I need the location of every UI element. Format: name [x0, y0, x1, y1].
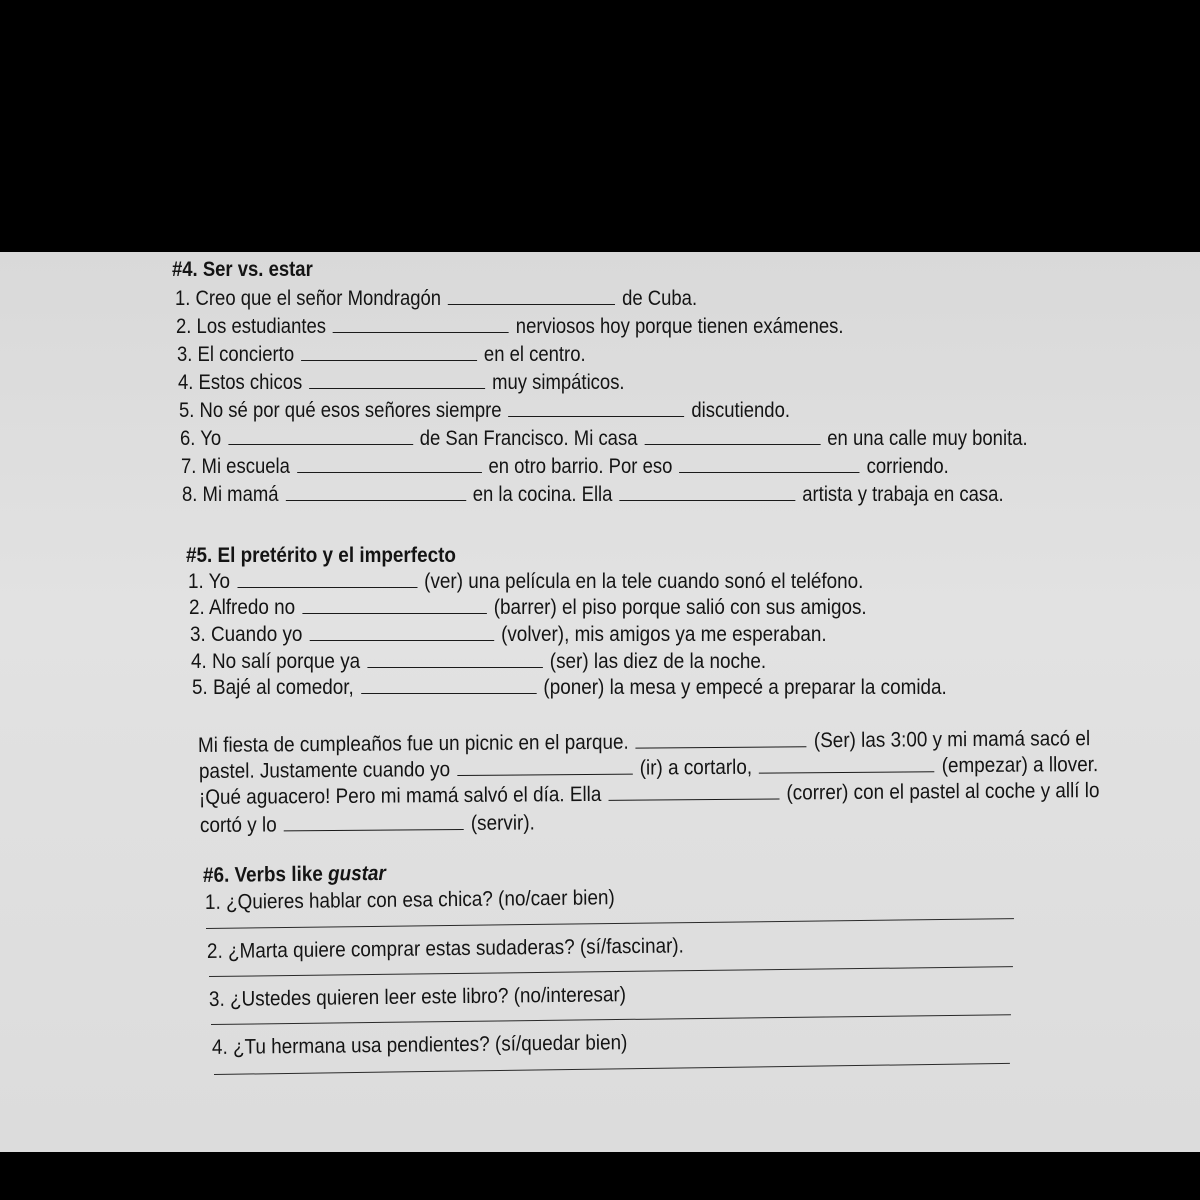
s4-item-7: 7. Mi escuela en otro barrio. Por eso corriendo. — [181, 455, 949, 478]
answer-line[interactable] — [211, 1014, 1011, 1025]
answer-blank[interactable] — [309, 370, 485, 389]
answer-line[interactable] — [214, 1063, 1010, 1075]
answer-line[interactable] — [209, 966, 1013, 977]
answer-blank[interactable] — [448, 286, 615, 305]
answer-blank[interactable] — [302, 595, 487, 614]
paragraph-line-4: cortó y lo (servir). — [199, 811, 535, 837]
s5-item-5: 5. Bajé al comedor, (poner) la mesa y empecé a preparar la comida. — [192, 676, 947, 699]
answer-line[interactable] — [206, 918, 1014, 929]
answer-blank[interactable] — [619, 482, 795, 501]
answer-blank[interactable] — [636, 728, 807, 748]
answer-blank[interactable] — [284, 811, 464, 831]
answer-blank[interactable] — [608, 780, 779, 800]
s6-item-2: 2. ¿Marta quiere comprar estas sudaderas? (sí/fascinar). — [206, 934, 684, 963]
answer-blank[interactable] — [297, 454, 482, 473]
s6-item-1: 1. ¿Quieres hablar con esa chica? (no/caer bien) — [204, 886, 615, 914]
answer-blank[interactable] — [759, 753, 935, 773]
s5-item-3: 3. Cuando yo (volver), mis amigos ya me esperaban. — [190, 623, 827, 646]
answer-blank[interactable] — [310, 622, 495, 641]
answer-blank[interactable] — [333, 314, 509, 333]
answer-blank[interactable] — [457, 756, 633, 776]
paragraph-line-1: Mi fiesta de cumpleaños fue un picnic en el parque. (Ser) las 3:00 y mi mamá sacó el — [197, 727, 1091, 757]
answer-blank[interactable] — [228, 426, 413, 445]
paragraph-line-2: pastel. Justamente cuando yo (ir) a cortarlo, (empezar) a llover. — [198, 753, 1099, 783]
answer-blank[interactable] — [301, 342, 477, 361]
answer-blank[interactable] — [644, 426, 820, 445]
s6-item-3: 3. ¿Ustedes quieren leer este libro? (no/interesar) — [208, 983, 627, 1011]
s6-item-4: 4. ¿Tu hermana usa pendientes? (sí/quedar bien) — [211, 1031, 628, 1059]
s4-item-6: 6. Yo de San Francisco. Mi casa en una calle muy bonita. — [180, 427, 1028, 450]
answer-blank[interactable] — [508, 398, 684, 417]
section-6-title: #6. Verbs like gustar — [202, 861, 386, 887]
paragraph-line-3: ¡Qué aguacero! Pero mi mamá salvó el día. Ella (correr) con el pastel al coche y allí lo — [198, 779, 1100, 809]
s4-item-1: 1. Creo que el señor Mondragón de Cuba. — [175, 287, 698, 310]
answer-blank[interactable] — [361, 675, 537, 694]
s4-item-5: 5. No sé por qué esos señores siempre discutiendo. — [179, 399, 790, 422]
s4-item-3: 3. El concierto en el centro. — [177, 343, 586, 366]
s5-item-1: 1. Yo (ver) una película en la tele cuando sonó el teléfono. — [188, 570, 864, 593]
section-4-title: #4. Ser vs. estar — [172, 258, 313, 281]
s5-item-4: 4. No salí porque ya (ser) las diez de la noche. — [191, 650, 767, 673]
s4-item-2: 2. Los estudiantes nerviosos hoy porque tienen exámenes. — [176, 315, 844, 338]
section-5-title: #5. El pretérito y el imperfecto — [186, 544, 456, 567]
answer-blank[interactable] — [285, 482, 465, 501]
answer-blank[interactable] — [367, 649, 543, 668]
s4-item-4: 4. Estos chicos muy simpáticos. — [178, 371, 625, 394]
answer-blank[interactable] — [237, 569, 417, 588]
s4-item-8: 8. Mi mamá en la cocina. Ella artista y trabaja en casa. — [182, 483, 1004, 506]
worksheet-page — [0, 252, 1200, 1152]
answer-blank[interactable] — [679, 454, 859, 473]
s5-item-2: 2. Alfredo no (barrer) el piso porque salió con sus amigos. — [189, 596, 867, 619]
